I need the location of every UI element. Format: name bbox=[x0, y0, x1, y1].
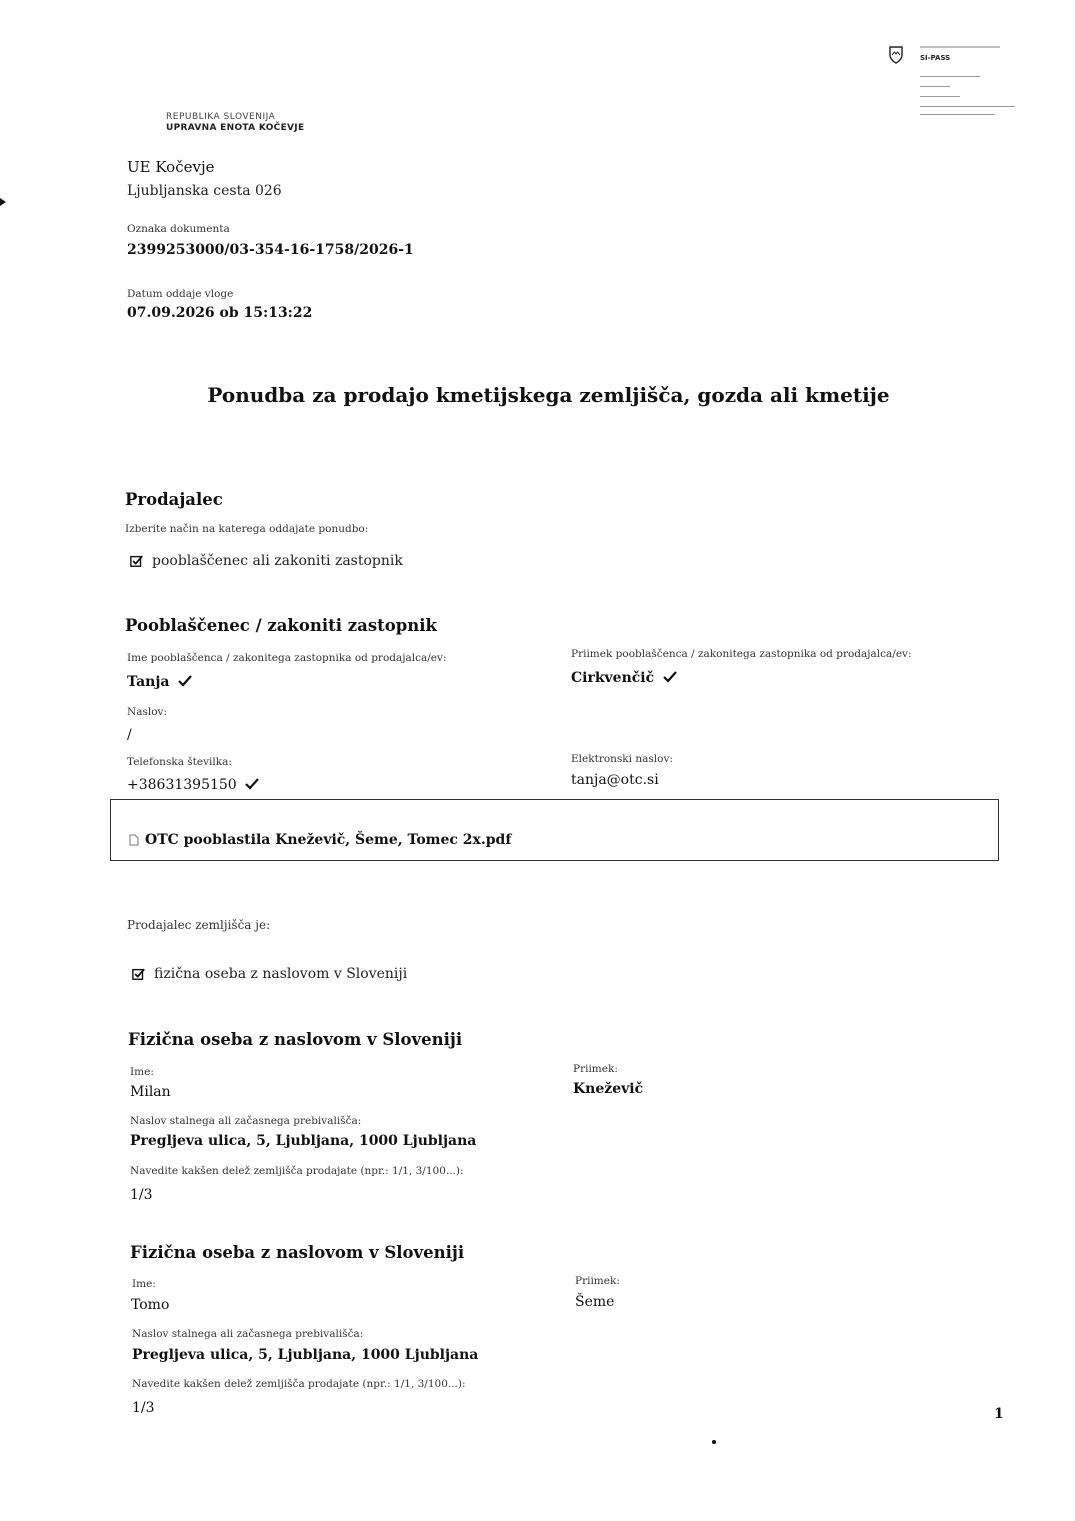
scan-mark bbox=[0, 198, 6, 206]
attachment-link[interactable] bbox=[129, 832, 511, 848]
representative-phone-label: Telefonska številka: bbox=[127, 756, 232, 768]
seller-option[interactable] bbox=[130, 553, 403, 569]
attachment-box bbox=[110, 799, 999, 861]
page-title: Ponudba za prodajo kmetijskega zemljišča, gozda ali kmetije bbox=[207, 383, 890, 407]
land-seller-option[interactable] bbox=[132, 966, 407, 982]
person-2-address-label: Naslov stalnega ali začasnega prebivališča: bbox=[132, 1328, 364, 1340]
seller-heading: Prodajalec bbox=[125, 490, 223, 509]
representative-first-name-label: Ime pooblaščenca / zakonitega zastopnika od prodajalca/ev: bbox=[127, 652, 447, 664]
representative-address-label: Naslov: bbox=[127, 706, 167, 718]
person-2-heading: Fizična oseba z naslovom v Sloveniji bbox=[130, 1243, 465, 1262]
scan-speck bbox=[712, 1440, 716, 1444]
person-1-first-name: Milan bbox=[130, 1084, 171, 1100]
person-2-address: Pregljeva ulica, 5, Ljubljana, 1000 Ljubljana bbox=[132, 1347, 479, 1363]
office-name: UE Kočevje bbox=[127, 158, 215, 176]
person-1-first-name-label: Ime: bbox=[130, 1066, 154, 1078]
file-icon bbox=[129, 834, 139, 846]
checkbox-checked-icon[interactable] bbox=[130, 554, 144, 568]
document-id-label: Oznaka dokumenta bbox=[127, 223, 230, 235]
representative-heading: Pooblaščenec / zakoniti zastopnik bbox=[125, 616, 437, 635]
checkmark-icon bbox=[663, 671, 677, 683]
person-1-last-name: Kneževič bbox=[573, 1081, 644, 1097]
representative-phone bbox=[127, 777, 259, 793]
person-1-share: 1/3 bbox=[130, 1187, 153, 1203]
header bbox=[166, 112, 304, 133]
representative-last-name-value: Cirkvenčič bbox=[571, 670, 655, 686]
person-2-first-name: Tomo bbox=[131, 1297, 170, 1313]
signature-stamp bbox=[888, 44, 1028, 124]
checkmark-icon bbox=[178, 675, 192, 687]
page-number: 1 bbox=[994, 1406, 1004, 1422]
person-1-heading: Fizična oseba z naslovom v Sloveniji bbox=[128, 1030, 463, 1049]
republic-line: REPUBLIKA SLOVENIJA bbox=[166, 112, 276, 122]
person-2-last-name: Šeme bbox=[575, 1294, 615, 1310]
person-2-first-name-label: Ime: bbox=[132, 1278, 156, 1290]
stamp-title: SI-PASS bbox=[920, 54, 951, 62]
representative-last-name-label: Priimek pooblaščenca / zakonitega zastopnika od prodajalca/ev: bbox=[571, 648, 912, 660]
representative-email-label: Elektronski naslov: bbox=[571, 753, 673, 765]
checkmark-icon bbox=[245, 778, 259, 790]
attachment-filename: OTC pooblastila Kneževič, Šeme, Tomec 2x.pdf bbox=[145, 832, 512, 848]
person-2-share-label: Navedite kakšen delež zemljišča prodajate (npr.: 1/1, 3/100...): bbox=[132, 1378, 466, 1390]
person-1-address-label: Naslov stalnega ali začasnega prebivališča: bbox=[130, 1115, 362, 1127]
land-seller-label: Prodajalec zemljišča je: bbox=[127, 918, 271, 932]
land-seller-option-label: fizična oseba z naslovom v Sloveniji bbox=[154, 966, 408, 982]
coat-of-arms-icon bbox=[888, 46, 904, 64]
representative-last-name bbox=[571, 670, 677, 686]
representative-email: tanja@otc.si bbox=[571, 772, 659, 788]
seller-option-label: pooblaščenec ali zakoniti zastopnik bbox=[152, 553, 403, 569]
unit-line: UPRAVNA ENOTA KOČEVJE bbox=[166, 123, 305, 133]
person-1-address: Pregljeva ulica, 5, Ljubljana, 1000 Ljubljana bbox=[130, 1133, 477, 1149]
submission-date-label: Datum oddaje vloge bbox=[127, 288, 234, 300]
office-address: Ljubljanska cesta 026 bbox=[127, 183, 282, 199]
checkbox-checked-icon[interactable] bbox=[132, 967, 146, 981]
representative-address: / bbox=[127, 727, 132, 743]
representative-first-name-value: Tanja bbox=[127, 674, 170, 690]
person-1-last-name-label: Priimek: bbox=[573, 1063, 618, 1075]
seller-choice-label: Izberite način na katerega oddajate ponudbo: bbox=[125, 523, 369, 535]
submission-date: 07.09.2026 ob 15:13:22 bbox=[127, 305, 313, 321]
representative-phone-value: +38631395150 bbox=[127, 777, 237, 793]
representative-first-name bbox=[127, 674, 192, 690]
document-id: 2399253000/03-354-16-1758/2026-1 bbox=[127, 242, 414, 258]
person-1-share-label: Navedite kakšen delež zemljišča prodajate (npr.: 1/1, 3/100...): bbox=[130, 1165, 464, 1177]
person-2-share: 1/3 bbox=[132, 1400, 155, 1416]
person-2-last-name-label: Priimek: bbox=[575, 1275, 620, 1287]
